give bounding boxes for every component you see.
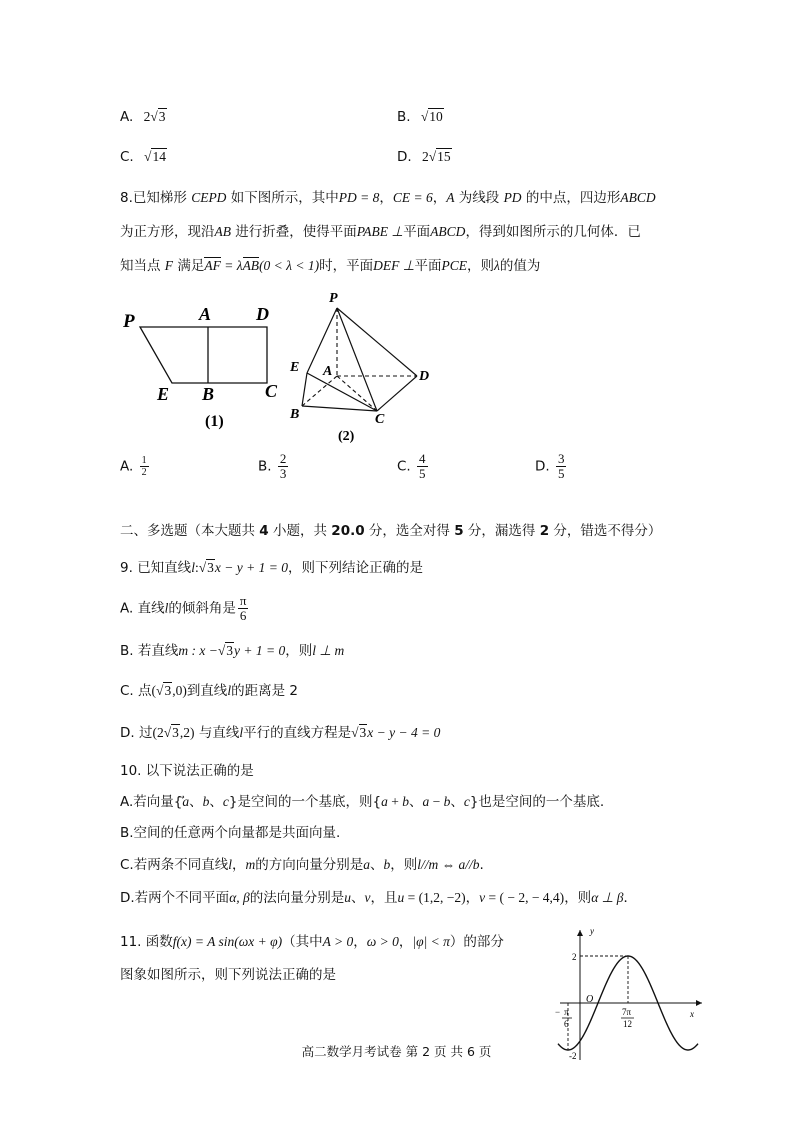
tick-right-den: 12 bbox=[623, 1019, 632, 1029]
q8-option-c[interactable] bbox=[397, 452, 430, 481]
option-value: 2√15 bbox=[421, 149, 451, 164]
q9-stem: 9. 已知直线l:√3x − y + 1 = 0，则下列结论正确的是 bbox=[120, 560, 423, 576]
q7-option-a[interactable] bbox=[120, 109, 167, 125]
tick-left-num: π bbox=[564, 1007, 569, 1017]
q9-option-d[interactable]: D. 过(2√3,2) 与直线l平行的直线方程是√3x − y − 4 = 0 bbox=[120, 725, 441, 741]
q10-option-a[interactable]: A.若向量{a、b、c}是空间的一个基底，则{a + b、a − b、c}也是空间的一个基底. bbox=[120, 794, 605, 810]
q8-figure-1 bbox=[115, 300, 290, 435]
y-axis-label: y bbox=[590, 926, 594, 936]
vertex-c: C bbox=[375, 412, 385, 427]
vertex-e: E bbox=[157, 384, 170, 404]
y-max-label: 2 bbox=[572, 952, 577, 962]
option-value: 2√3 bbox=[143, 109, 166, 124]
vertex-p: P bbox=[123, 311, 135, 332]
q8-option-a[interactable] bbox=[120, 455, 151, 478]
option-label: D. bbox=[535, 458, 550, 475]
page-footer: 高二数学月考试卷 第 2 页 共 6 页 bbox=[301, 1044, 492, 1059]
q8-stem-line3: 知当点 F 满足AF = λAB(0 < λ < 1)时，平面DEF ⊥平面PCE，则λ的值为 bbox=[120, 258, 541, 274]
q10-option-b[interactable]: B.空间的任意两个向量都是共面向量. bbox=[120, 825, 341, 841]
q8-option-d[interactable] bbox=[535, 452, 568, 481]
vertex-d: D bbox=[256, 304, 269, 324]
figure-caption: (1) bbox=[205, 413, 224, 430]
figure-caption: (2) bbox=[338, 429, 355, 444]
q8-stem-line2: 为正方形，现沿AB 进行折叠，使得平面PABE ⊥平面ABCD，得到如图所示的几何体．已 bbox=[120, 224, 641, 240]
option-value: $\frac{1}{2}$ bbox=[141, 455, 147, 478]
q10-option-c[interactable]: C.若两条不同直线l，m的方向向量分别是a、b，则l//m ⇔ a//b. bbox=[120, 857, 484, 873]
q7-option-b[interactable] bbox=[397, 109, 444, 125]
q7-option-c[interactable] bbox=[120, 149, 167, 165]
vertex-a: A bbox=[323, 364, 333, 379]
option-label: C. bbox=[120, 149, 134, 165]
vertex-a: A bbox=[199, 304, 212, 324]
x-axis-label: x bbox=[690, 1009, 694, 1019]
option-value: $\frac{4}{5}$ bbox=[419, 451, 426, 481]
q8-figure-2 bbox=[285, 288, 440, 448]
vertex-p: P bbox=[329, 291, 338, 306]
q11-stem-line2: 图象如图所示，则下列说法正确的是 bbox=[120, 967, 336, 983]
option-value: $\frac{3}{5}$ bbox=[557, 451, 565, 481]
tick-left-sign: − bbox=[555, 1007, 561, 1017]
q10-stem: 10. 以下说法正确的是 bbox=[120, 763, 254, 779]
trapezoid-outline bbox=[140, 327, 267, 383]
vertex-d: D bbox=[419, 369, 430, 384]
q8-option-b[interactable] bbox=[258, 452, 290, 481]
option-value: √10 bbox=[420, 109, 443, 124]
q10-option-d[interactable]: D.若两个不同平面α, β的法向量分别是u、v，且u = (1,2, −2)，v = ( − 2, − 4,4)，则α ⊥ β． bbox=[120, 890, 638, 906]
origin-label: O bbox=[586, 994, 594, 1005]
option-value: √14 bbox=[144, 149, 166, 164]
option-label: A. bbox=[120, 458, 134, 475]
section-heading: 二、多选题（本大题共 4 小题，共 20.0 分，选全对得 5 分，漏选得 2 分，错选不得分） bbox=[120, 523, 662, 539]
option-label: A. bbox=[120, 109, 134, 125]
vertex-c: C bbox=[265, 381, 278, 401]
option-label: B. bbox=[397, 109, 411, 125]
vertex-b: B bbox=[290, 407, 300, 422]
q8-stem-line1: 8.已知梯形 CEPD 如下图所示，其中PD = 8，CE = 6，A 为线段 PD 的中点，四边形ABCD bbox=[120, 190, 656, 206]
y-min-label: -2 bbox=[569, 1051, 577, 1061]
q7-option-d[interactable] bbox=[397, 149, 452, 165]
q9-option-b[interactable]: B. 若直线m : x −√3y + 1 = 0，则l ⊥ m bbox=[120, 643, 345, 659]
q11-stem-line1: 11. 函数f(x) = A sin(ωx + φ)（其中A > 0，ω > 0，|φ| < π）的部分 bbox=[120, 934, 504, 950]
option-label: D. bbox=[397, 149, 412, 165]
tick-right-num: 7π bbox=[622, 1007, 632, 1017]
q9-option-a[interactable]: A. 直线l的倾斜角是 $\frac{\pi}{6}$ bbox=[120, 593, 247, 623]
vertex-b: B bbox=[202, 384, 215, 404]
option-label: B. bbox=[258, 458, 272, 475]
option-label: C. bbox=[397, 458, 411, 475]
tick-left-den: 6 bbox=[564, 1019, 569, 1029]
vertex-e: E bbox=[290, 360, 300, 375]
q9-option-c[interactable]: C. 点(√3,0)到直线l的距离是 2 bbox=[120, 683, 298, 699]
option-value: $\frac{2}{3}$ bbox=[279, 451, 287, 481]
